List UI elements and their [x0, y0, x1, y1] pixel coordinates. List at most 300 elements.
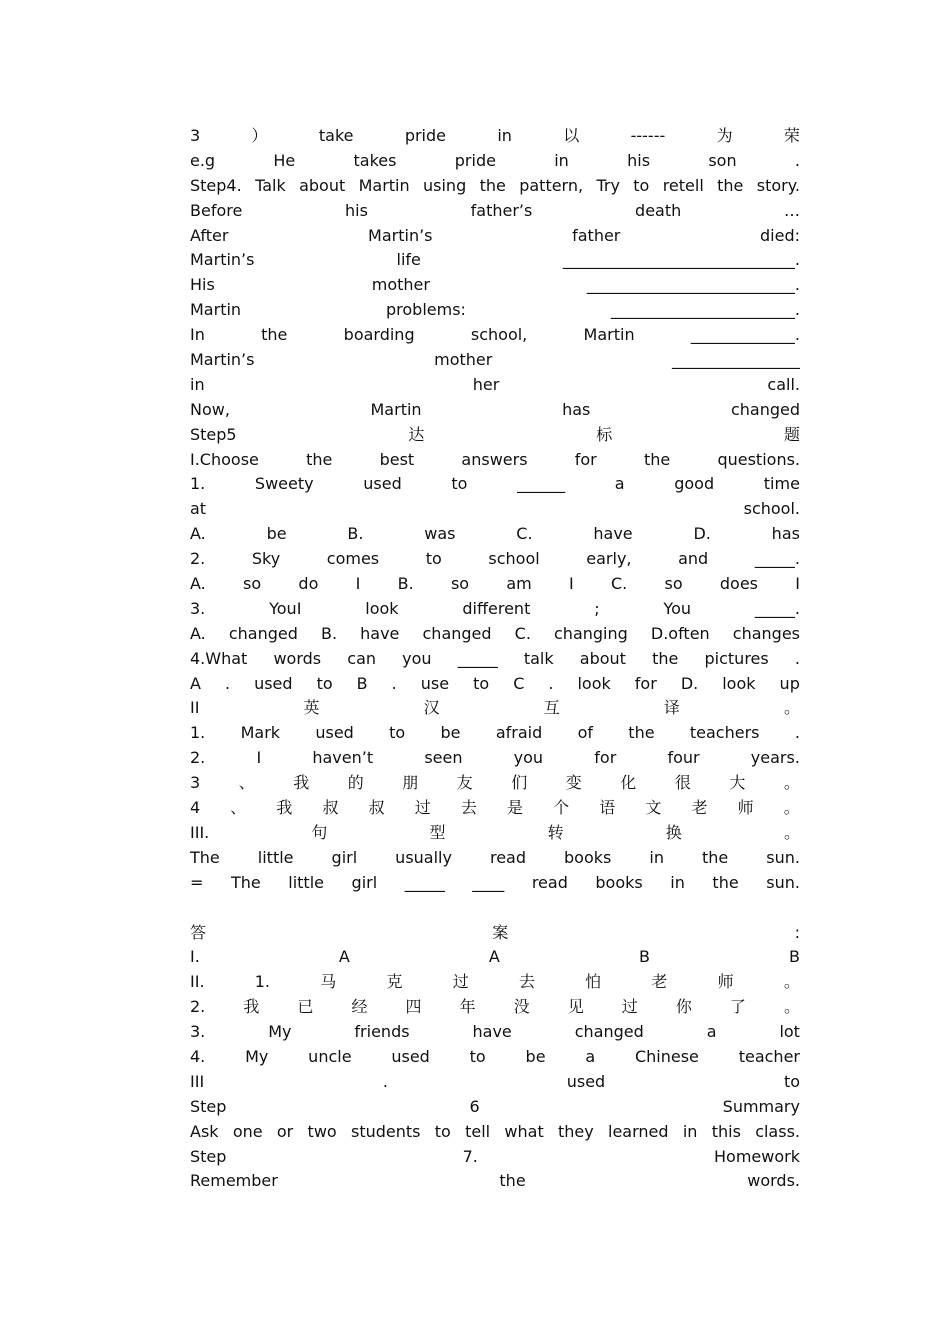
word: so [450, 574, 470, 594]
word: what [504, 1121, 544, 1141]
word: 很 [674, 773, 691, 793]
word: D.often [650, 623, 710, 643]
word: 2. [190, 997, 206, 1017]
word: 过 [452, 972, 469, 992]
word: ------ [630, 126, 666, 145]
word: 案 [492, 922, 509, 942]
word: . [382, 1071, 388, 1091]
word: 师 [737, 798, 754, 818]
text-line [190, 622, 800, 647]
word: the [306, 449, 333, 469]
word: ________________ [672, 350, 800, 370]
word: 译 [663, 698, 680, 718]
word: her [472, 374, 500, 394]
word: Step5 [190, 424, 237, 444]
word: for [594, 748, 617, 768]
word: 。 [783, 997, 800, 1017]
word: to [473, 673, 490, 693]
word: 大 [729, 773, 746, 793]
text-line [190, 224, 800, 249]
word: class. [755, 1121, 800, 1141]
word: haven’t [312, 748, 374, 768]
word: four [667, 748, 700, 768]
word: can [347, 648, 377, 668]
word: _____. [754, 549, 800, 569]
word: afraid [495, 723, 543, 743]
word: You [663, 598, 691, 618]
word: father [572, 225, 621, 245]
text-line [190, 970, 800, 995]
word: 答 [190, 922, 207, 942]
word: son [708, 150, 737, 170]
word: used [254, 673, 293, 693]
word: was [424, 524, 456, 544]
word: 。 [783, 822, 800, 842]
text-line [190, 199, 800, 224]
text-line [190, 721, 800, 746]
word: or [276, 1121, 294, 1141]
word: 过 [414, 798, 431, 818]
word: B [356, 673, 368, 693]
text-line [190, 298, 800, 323]
word: boarding [343, 325, 415, 345]
word: the [717, 175, 744, 195]
word: Step [190, 1146, 227, 1166]
word: A. [190, 574, 206, 594]
word: 换 [665, 822, 682, 842]
text-line [190, 448, 800, 473]
word: be [525, 1046, 546, 1066]
word: lot [779, 1022, 800, 1042]
word: 的 [347, 773, 364, 793]
word: Talk [255, 175, 286, 195]
word: problems: [386, 300, 466, 320]
word: takes [353, 150, 397, 170]
word: 见 [567, 997, 584, 1017]
word: do [298, 574, 319, 594]
word: to [783, 1071, 800, 1091]
word: to [389, 723, 406, 743]
word: A. [190, 524, 206, 544]
word: A [190, 673, 201, 693]
word: : [794, 922, 800, 942]
word: 6 [469, 1096, 480, 1116]
word: a [706, 1022, 717, 1042]
word: After [190, 225, 229, 245]
word: The [190, 847, 220, 867]
text-line [190, 896, 800, 921]
word: has [771, 524, 800, 544]
word: school, [470, 325, 528, 345]
word: used [391, 1046, 430, 1066]
word: Remember [190, 1171, 278, 1191]
word: Homework [714, 1146, 800, 1166]
word: _____ [404, 872, 445, 892]
word: 3 [190, 126, 201, 145]
word: 汉 [423, 698, 440, 718]
word: used [566, 1071, 606, 1091]
word: 转 [547, 822, 564, 842]
word: sun. [766, 847, 800, 867]
word: 4 [190, 798, 201, 818]
word: school [488, 549, 540, 569]
word: 2. [190, 748, 206, 768]
word: 友 [456, 773, 473, 793]
word: different [462, 598, 531, 618]
word: death [635, 200, 682, 220]
word: 7. [462, 1146, 478, 1166]
word: C. [610, 574, 628, 594]
word: have [360, 623, 400, 643]
text-line [190, 771, 800, 796]
word: 克 [386, 972, 403, 992]
text-line [190, 1120, 800, 1145]
word: two [307, 1121, 337, 1141]
word: 句 [311, 822, 328, 842]
word: in [670, 872, 685, 892]
word: little [288, 872, 324, 892]
word: in [682, 1121, 698, 1141]
word: words. [747, 1171, 800, 1191]
text-line [190, 945, 800, 970]
word: life [396, 250, 421, 270]
word: 为 [716, 126, 733, 145]
word: the [712, 872, 739, 892]
word: My [245, 1046, 269, 1066]
text-line [190, 1145, 800, 1170]
word: Chinese [634, 1046, 699, 1066]
word: learned [608, 1121, 669, 1141]
word: early, [586, 549, 632, 569]
word: 个 [553, 798, 570, 818]
word: _____. [754, 598, 800, 618]
word: … [783, 200, 800, 220]
word: _____________________________. [562, 250, 800, 270]
word: girl [331, 847, 358, 867]
word: call. [767, 374, 800, 394]
word: changing [554, 623, 628, 643]
word: 互 [543, 698, 560, 718]
word: 语 [599, 798, 616, 818]
word: one [232, 1121, 263, 1141]
word: 1. [190, 723, 206, 743]
word: changes [732, 623, 800, 643]
word: _____ [457, 648, 498, 668]
text-line [190, 348, 800, 373]
word: 老 [651, 972, 668, 992]
word: for [634, 673, 657, 693]
word: 4.What [190, 648, 248, 668]
text-line [190, 871, 800, 896]
word: 朋 [402, 773, 419, 793]
word: III. [190, 822, 210, 842]
word: My [268, 1022, 292, 1042]
word: 们 [511, 773, 528, 793]
word: 标 [596, 424, 613, 444]
word: He [273, 150, 296, 170]
word: you [402, 648, 432, 668]
text-line [190, 1169, 800, 1194]
word: 老 [691, 798, 708, 818]
word: pride [404, 126, 446, 145]
word: 叔 [368, 798, 385, 818]
word: the [499, 1171, 526, 1191]
word: . [794, 723, 800, 743]
word: changed [574, 1022, 644, 1042]
word: in [497, 126, 512, 145]
text-line [190, 472, 800, 497]
word: 变 [565, 773, 582, 793]
word: B. [347, 524, 364, 544]
word: I. [190, 947, 200, 967]
text-line [190, 995, 800, 1020]
word: to [425, 549, 442, 569]
word: 我 [293, 773, 310, 793]
word: . [224, 673, 231, 693]
word: 。 [783, 972, 800, 992]
word: in [190, 374, 205, 394]
word: friends [354, 1022, 410, 1042]
word: Martin [583, 325, 635, 345]
text-line [190, 373, 800, 398]
text-line [190, 248, 800, 273]
word: 我 [243, 997, 260, 1017]
word: the [652, 648, 679, 668]
word: 题 [783, 424, 800, 444]
word: 荣 [783, 126, 800, 145]
word: changed [422, 623, 492, 643]
text-line [190, 572, 800, 597]
word: used [363, 474, 402, 494]
word: 3 [190, 773, 201, 793]
word: 怕 [585, 972, 602, 992]
word: look [365, 598, 399, 618]
word: A [488, 947, 500, 967]
text-line [190, 124, 800, 149]
text-line [190, 696, 800, 721]
word: so [243, 574, 262, 594]
word: 4. [190, 1046, 206, 1066]
word: his [345, 200, 368, 220]
word: Summary [722, 1096, 800, 1116]
word: look [722, 673, 756, 693]
word: In [190, 325, 205, 345]
word: and [678, 549, 709, 569]
word: the [628, 723, 655, 743]
word: 英 [303, 698, 320, 718]
word: best [379, 449, 415, 469]
word: I [355, 574, 361, 594]
word: a [614, 474, 625, 494]
text-line [190, 1070, 800, 1095]
word: this [711, 1121, 741, 1141]
word: school. [743, 499, 800, 519]
text-line [190, 547, 800, 572]
text-line [190, 821, 800, 846]
word: at [190, 499, 207, 519]
text-line [190, 672, 800, 697]
word: talk [523, 648, 554, 668]
text-line [190, 647, 800, 672]
word: B. [397, 574, 414, 594]
word: 四 [405, 997, 422, 1017]
word: Mark [240, 723, 281, 743]
word: words [273, 648, 322, 668]
word: tell [465, 1121, 491, 1141]
word: read [531, 872, 568, 892]
word: time [763, 474, 800, 494]
word: 达 [408, 424, 425, 444]
word: I [256, 748, 262, 768]
word: 。 [783, 773, 800, 793]
word: changed [730, 399, 800, 419]
word: B [638, 947, 650, 967]
word: pride [454, 150, 496, 170]
word: III [190, 1071, 205, 1091]
word: 化 [620, 773, 637, 793]
word: Martin’s [368, 225, 433, 245]
word: I [795, 574, 800, 594]
word: 已 [297, 997, 314, 1017]
word: am [506, 574, 532, 594]
word: 你 [675, 997, 692, 1017]
word: uncle [308, 1046, 352, 1066]
word: seen [424, 748, 463, 768]
word: 。 [783, 698, 800, 718]
word: have [593, 524, 633, 544]
word: Now, [190, 399, 230, 419]
word: 去 [518, 972, 535, 992]
word: books [595, 872, 643, 892]
word: for [574, 449, 597, 469]
word: YouI [269, 598, 302, 618]
word: Try [596, 175, 620, 195]
word: died: [760, 225, 800, 245]
word: Martin [358, 175, 410, 195]
word: 、 [230, 798, 247, 818]
word: good [674, 474, 715, 494]
word: his [627, 150, 651, 170]
word: __________________________. [586, 275, 800, 295]
word: The [230, 872, 261, 892]
word: to [633, 175, 650, 195]
word: I.Choose [190, 449, 259, 469]
word: II [190, 698, 200, 718]
text-line [190, 273, 800, 298]
word: ） [251, 126, 268, 145]
word: usually [395, 847, 452, 867]
word: Martin [370, 399, 422, 419]
word: D. [693, 524, 711, 544]
word: to [451, 474, 468, 494]
word: pattern, [519, 175, 584, 195]
document-body [190, 124, 800, 1194]
word: in [554, 150, 569, 170]
word: His [190, 275, 215, 295]
word: father’s [470, 200, 533, 220]
text-line [190, 323, 800, 348]
word: be [266, 524, 287, 544]
word: B. [320, 623, 338, 643]
word: they [558, 1121, 594, 1141]
word: 年 [459, 997, 476, 1017]
word: so [664, 574, 683, 594]
word: 。 [783, 798, 800, 818]
word: D. [680, 673, 699, 693]
word: e.g [190, 150, 216, 170]
word: I [568, 574, 574, 594]
word: students [350, 1121, 421, 1141]
word: have [472, 1022, 512, 1042]
word: 1. [254, 972, 271, 992]
word: 去 [460, 798, 477, 818]
text-line [190, 423, 800, 448]
word: B [789, 947, 800, 967]
word: 叔 [322, 798, 339, 818]
word: Martin’s [190, 250, 255, 270]
text-line [190, 522, 800, 547]
word: a [585, 1046, 596, 1066]
word: use [420, 673, 450, 693]
word: 文 [645, 798, 662, 818]
word: A. [190, 623, 206, 643]
text-line [190, 597, 800, 622]
word: girl [351, 872, 378, 892]
word: 、 [238, 773, 255, 793]
word: = [190, 872, 204, 892]
word: ______ [517, 474, 566, 494]
word: 没 [513, 997, 530, 1017]
text-line [190, 1095, 800, 1120]
word: Step [190, 1096, 227, 1116]
word: about [299, 175, 346, 195]
text-line [190, 921, 800, 946]
word: questions. [717, 449, 800, 469]
word: to [316, 673, 333, 693]
text-line [190, 746, 800, 771]
text-line [190, 1020, 800, 1045]
word: 以 [563, 126, 580, 145]
word: answers [461, 449, 528, 469]
word: teacher [738, 1046, 800, 1066]
word: of [577, 723, 593, 743]
word: the [261, 325, 288, 345]
word: . [391, 673, 397, 693]
word: ____ [472, 872, 505, 892]
word: you [513, 748, 544, 768]
word: Step4. [190, 175, 242, 195]
word: 3. [190, 1022, 206, 1042]
word: Before [190, 200, 243, 220]
word: Sweety [254, 474, 314, 494]
word: in [649, 847, 664, 867]
word: retell [662, 175, 704, 195]
word: the [479, 175, 506, 195]
text-line [190, 796, 800, 821]
word: Sky [251, 549, 281, 569]
word: read [489, 847, 526, 867]
word: comes [326, 549, 380, 569]
word: 2. [190, 549, 206, 569]
word: _______________________. [610, 300, 800, 320]
word: C. [516, 524, 533, 544]
text-line [190, 149, 800, 174]
word: look [577, 673, 611, 693]
word: 经 [351, 997, 368, 1017]
word: Martin [190, 300, 242, 320]
word: changed [228, 623, 298, 643]
word: 了 [729, 997, 746, 1017]
